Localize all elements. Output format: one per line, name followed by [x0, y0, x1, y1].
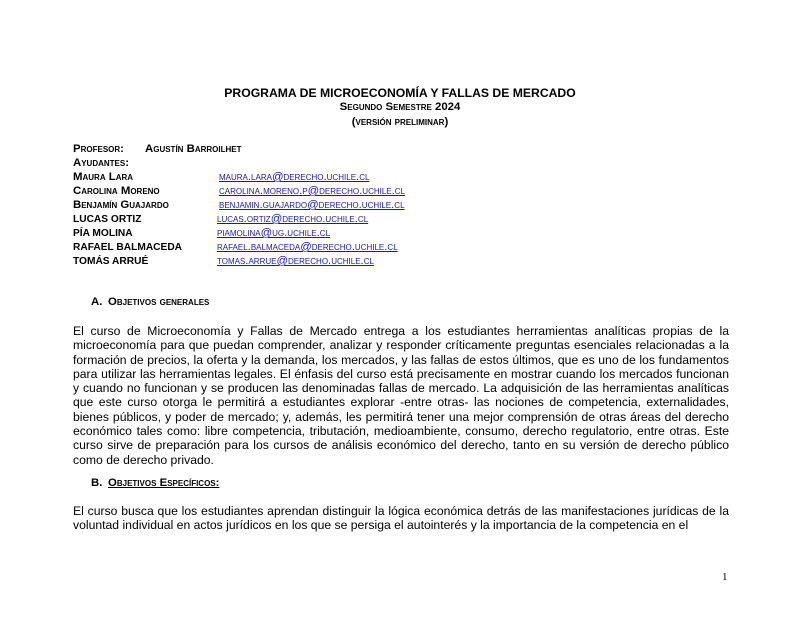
page-number: 1 — [722, 571, 728, 583]
section-b-letter: B. — [91, 477, 103, 489]
section-b-heading — [91, 477, 219, 489]
assistant-email-link[interactable]: piamolina@ug.uchile.cl — [217, 227, 331, 239]
assistant-name: LUCAS ORTIZ — [73, 214, 142, 225]
assistant-email-link[interactable]: maura.lara@derecho.uchile.cl — [219, 171, 370, 183]
section-a-paragraph: El curso de Microeconomía y Fallas de Mercado entrega a los estudiantes herramientas analíticas propias de la microeconomía para que puedan comprender, analizar y responder críticamente preguntas esenciales relacionadas a la formación de precios, la oferta y la demanda, los mercados, y las fallas de estos últimos, que es uno de los fundamentos para utilizar las herramientas legales. El énfasis del curso está precisamente en mostrar cuando los mercados funcionan y cuando no funcionan y se producen las denominadas fallas de mercado. La adquisición de las herramientas analíticas que este curso otorga le permitirá a estudiantes explorar -entre otras- las nociones de competencia, externalidades, bienes públicos, y poder de mercado; y, además, les permitirá tener una mejor comprensión de otras áreas del derecho económico tales como: libre competencia, tributación, medioambiente, consumo, derecho regulatorio, entre otras. Este curso sirve de preparación para los cursos de análisis económico del derecho, tanto en su versión de derecho público como de derecho privado. — [73, 324, 729, 467]
section-a-letter: A. — [91, 296, 103, 308]
assistant-name: TOMÁS ARRUÉ — [73, 256, 149, 267]
assistant-name: Benjamín Guajardo — [73, 199, 169, 211]
version-note: (versión preliminar) — [351, 116, 449, 128]
assistant-email-link[interactable]: rafael.balmaceda@derecho.uchile.cl — [217, 241, 398, 253]
professor-name: Agustín Barroilhet — [145, 143, 242, 155]
assistants-label: Ayudantes: — [73, 157, 130, 169]
professor-label: Profesor: — [73, 143, 124, 155]
assistant-name: Carolina Moreno — [73, 185, 160, 197]
assistant-name: PÍA MOLINA — [73, 228, 133, 239]
semester-subtitle: Segundo Semestre 2024 — [339, 101, 461, 113]
section-a-heading — [91, 296, 209, 308]
assistant-email-link[interactable]: benjamin.guajardo@derecho.uchile.cl — [219, 199, 405, 211]
assistant-email-link[interactable]: carolina.moreno.p@derecho.uchile.cl — [219, 185, 406, 197]
section-b-title: Objetivos Específicos: — [108, 477, 220, 489]
section-b-paragraph: El curso busca que los estudiantes aprendan distinguir la lógica económica detrás de las manifestaciones jurídicas de la voluntad individual en actos jurídicos en los que se persiga el autointerés y la importancia de la competencia en el — [73, 504, 729, 533]
assistant-name: Maura Lara — [73, 171, 134, 183]
section-a-title: Objetivos generales — [108, 296, 210, 308]
assistant-name: RAFAEL BALMACEDA — [73, 242, 183, 253]
document-title: PROGRAMA DE MICROECONOMÍA Y FALLAS DE MERCADO — [224, 86, 576, 100]
assistant-email-link[interactable]: tomas.arrue@derecho.uchile.cl — [217, 255, 374, 267]
assistant-email-link[interactable]: lucas.ortiz@derecho.uchile.cl — [217, 213, 369, 225]
